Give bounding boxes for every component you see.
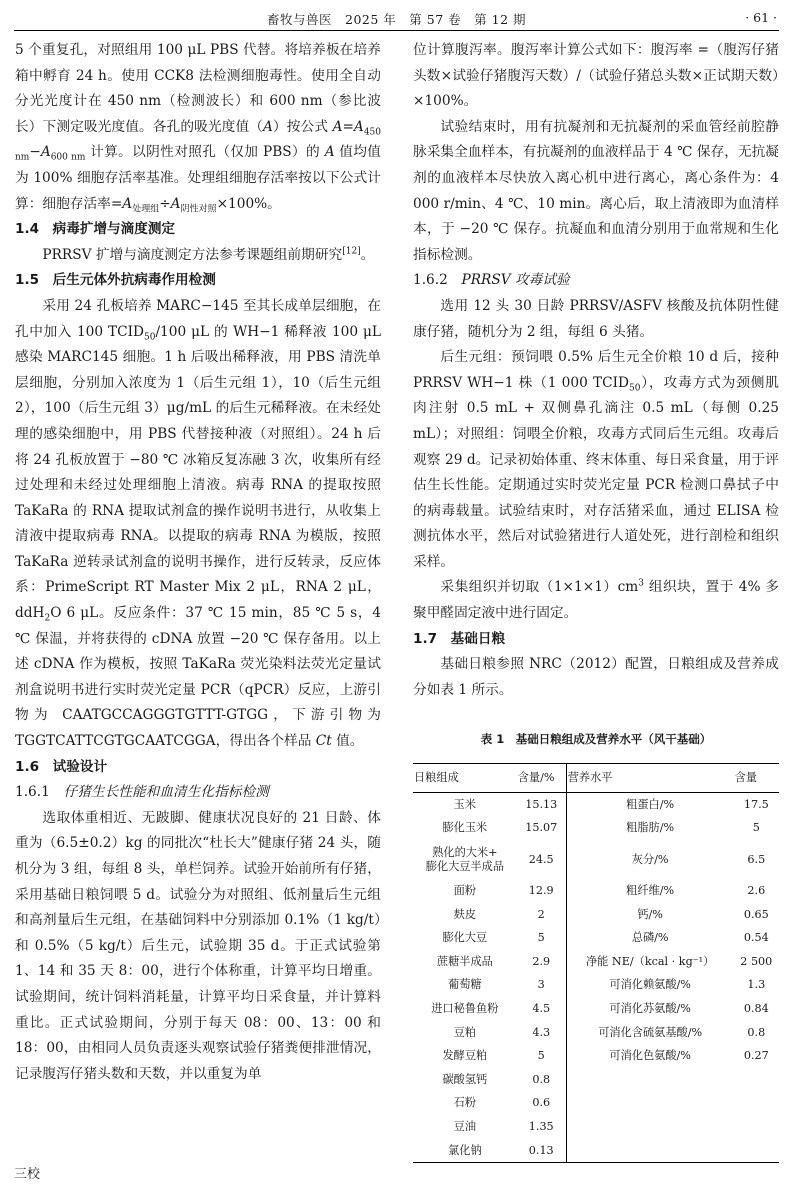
table-row xyxy=(413,840,779,879)
table-row xyxy=(413,817,779,841)
table-cell: 4.3 xyxy=(517,1021,566,1045)
table-cell: 6.5 xyxy=(747,852,766,866)
challenge-paragraph-2: 后生元组：预饲喂 0.5% 后生元全价粮 10 d 后，接种 PRRSV WH−1 株（1 000 $TCID_{50}$），攻毒方式为颈侧肌肉注射 0.5 mL + 双侧鼻孔滴注 0.5 mL（每侧 0.25 mL）；对照组：饲喂全价粮，攻毒方式同后生元组。攻毒后观察 29 d。记录初始体重、终末体重、每日采食量，用于评估生长性能。定期通过实时荧光定量 PCR 检测口鼻拭子中的病毒载量。试验结束时，对存活猪采血，通过 ELISA 检测抗体水平，然后对试验猪进行人道处死，进行剖检和组织采样。 xyxy=(413,349,779,570)
table-cell xyxy=(734,1139,779,1163)
table-cell: 熟化的大米+ 膨化大豆半成品 xyxy=(425,845,505,873)
antiviral-paragraph: 采用 24 孔板培养 MARC−145 至其长成单层细胞，在孔中加入 100 $TCID_{50}/100$ μL 的 WH−1 稀释液 100 μL 感染 MARC145 细胞。1 h 后吸出稀释液，用 PBS 清洗单层细胞，分别加入浓度为 1（后生元组 1），10（后生元组 2），100（后生元组 3）μg/mL 的后生元稀释液。在未经处理的感染细胞中，用 PBS 代替接种液（对照组）。24 h 后将 24 孔板放置于 −80 ℃ 冰箱反复冻融 3 次，收集所有经过处理和未经过处理细胞上清液。病毒 RNA 的提取按照 TaKaRa 的 RNA 提取试剂盒的操作说明书进行，从收集上清液中提取病毒 RNA。以提取的病毒 RNA 为模版，按照 TaKaRa 逆转录试剂盒的说明书操作，进行反转录，反应体系：PrimeScript RT Master Mix 2 μL，RNA 2 μL，ddH$_2$O 6 μL。反应条件：37 ℃ 15 min，85 ℃ 5 s，4 ℃ 保温，并将获得的 cDNA 放置 −20 ℃ 保存备用。以上述 cDNA 作为模板，按照 TaKaRa 荧光染料法荧光定量试剂盒说明书进行实时荧光定量 PCR（qPCR）反应，上游引物为 CAATGCCAGGGTGTTT-GTGG，下游引物为 TGGTCATTCGTGCAATCGGA，得出各个样品 Ct 值。 xyxy=(15,297,382,750)
table-row xyxy=(413,974,779,998)
table-row xyxy=(413,1068,779,1092)
header-cell: 营养水平 xyxy=(566,764,733,793)
table-row xyxy=(413,1139,779,1163)
table-cell xyxy=(734,1115,779,1139)
diet-composition-table xyxy=(413,763,779,1163)
table-row xyxy=(413,879,779,903)
journal-info xyxy=(14,10,779,28)
table-cell: 0.8 xyxy=(517,1068,566,1092)
table-cell xyxy=(734,1092,779,1116)
table-cell xyxy=(566,1092,733,1116)
cck8-paragraph: 5 个重复孔，对照组用 100 μL PBS 代替。将培养板在培养箱中孵育 24 h。使用 CCK8 法检测细胞毒性。使用全自动分光光度计在 450 nm（检测波长）和 600 nm（参比波长）下测定吸光度值。各孔的吸光度值（A）按公式 $A=A_{450 nm}-A_{600 nm}$ 计算。以阴性对照孔（仅加 PBS）的 A 值均值为 100% 细胞存活率基准。处理组细胞存活率按以下公式计算：细胞存活率$=A_{处理组}\div A_{阴性对照}\times 100\%$。 xyxy=(15,42,381,215)
table-cell: 5 xyxy=(517,926,566,950)
table-cell: 2.9 xyxy=(517,950,566,974)
table-cell: 17.5 xyxy=(743,797,769,811)
table-cell: 石粉 xyxy=(453,1096,477,1110)
table-cell: 1.3 xyxy=(747,978,766,992)
journal-volume: 第 57 卷 xyxy=(409,12,462,27)
table-cell: 0.27 xyxy=(743,1049,769,1063)
section-heading-1-5: 1.5 后生元体外抗病毒作用检测 xyxy=(15,272,216,289)
section-heading-1-6: 1.6 试验设计 xyxy=(15,758,108,775)
journal-name: 畜牧与兽医 xyxy=(266,12,332,27)
table-cell: 膨化玉米 xyxy=(442,821,488,835)
growth-trial-paragraph: 选取体重相近、无跛脚、健康状况良好的 21 日龄、体重为（6.5±0.2）kg 的同批次“杜长大”健康仔猪 24 头，随机分为 3 组，每组 8 头，单栏饲养。试验开始前所有仔猪，采用基础日粮饲喂 5 d。试验分为对照组、低剂量后生元组和高剂量后生元组，在基础饲料中分别添加 0.1%（1 kg/t）和 0.5%（5 kg/t）后生元，试验期 35 d。于正式试验第 1、14 和 35 天 8：00，进行个体称重，计算平均日增重。试验期间，统计饲料消耗量，计算平均日采食量，并计算料重比。正式试验期间，分别于每天 08：00、13：00 和 18：00，由相同人员负责逐头观察试验仔猪粪便排泄情况，记录腹泻仔猪头数和天数，并以重复为单 xyxy=(15,809,381,1082)
header-cell: 日粮组成 xyxy=(413,764,517,793)
tissue-fixation-paragraph: 采集组织并切取$(1\times 1\times 1)cm^3$ 组织块，置于 4% 多聚甲醛固定液中进行固定。 xyxy=(413,578,779,622)
table-cell: 2 500 xyxy=(740,954,773,968)
table-cell: 膨化大豆 xyxy=(442,931,488,945)
table-cell: 可消化色氨酸/% xyxy=(609,1049,691,1063)
table-cell: 豆油 xyxy=(453,1119,477,1133)
table-cell: 12.9 xyxy=(517,879,566,903)
table-cell: 15.07 xyxy=(517,817,566,841)
citation[interactable]: [12] xyxy=(342,246,361,257)
table-cell: 可消化苏氨酸/% xyxy=(609,1001,691,1015)
table-cell: 粗脂肪/% xyxy=(626,821,675,835)
section-heading-1-7: 1.7 基础日粮 xyxy=(413,630,506,647)
table-cell: 发酵豆粕 xyxy=(442,1049,488,1063)
table-cell: 0.6 xyxy=(517,1092,566,1116)
table-row xyxy=(413,950,779,974)
table-cell: 豆粕 xyxy=(453,1025,477,1039)
table-cell: 碳酸氢钙 xyxy=(442,1072,488,1086)
table-cell: 24.5 xyxy=(517,840,566,879)
challenge-paragraph-1: 选用 12 头 30 日龄 PRRSV/ASFV 核酸及抗体阴性健康仔猪，随机分为 2 组，每组 6 头猪。 xyxy=(413,297,779,340)
journal-year: 2025 年 xyxy=(345,12,397,27)
journal-issue: 第 12 期 xyxy=(474,12,527,27)
table-cell xyxy=(566,1115,733,1139)
header-cell: 含量/% xyxy=(517,764,566,793)
table-row xyxy=(413,1044,779,1068)
table-cell: 总磷/% xyxy=(631,931,669,945)
diarrhea-formula-paragraph: 位计算腹泻率。腹泻率计算公式如下：腹泻率 =（腹泻仔猪头数×试验仔猪腹泻天数）/（试验仔猪总头数×正试期天数）×100%。 xyxy=(413,42,779,110)
table-cell: 0.8 xyxy=(747,1025,766,1039)
table-cell: 灰分/% xyxy=(631,852,669,866)
table-row xyxy=(413,926,779,950)
table-cell: 氯化钠 xyxy=(413,1139,517,1163)
table-row xyxy=(413,793,779,817)
table-cell: 进口秘鲁鱼粉 xyxy=(431,1001,499,1015)
table-header-row xyxy=(413,764,779,793)
right-column xyxy=(413,38,779,1163)
table-row xyxy=(413,1092,779,1116)
table-cell xyxy=(566,1139,733,1163)
table-row xyxy=(413,1115,779,1139)
table-cell: 钙/% xyxy=(637,907,663,921)
table-cell: 麸皮 xyxy=(453,907,477,921)
page-number: · 61 · xyxy=(745,10,777,25)
table-title: 表 1 基础日粮组成及营养水平（风干基础） xyxy=(480,732,712,747)
table-cell: 0.13 xyxy=(517,1139,566,1163)
table-cell: 15.13 xyxy=(517,793,566,817)
table-row xyxy=(413,1021,779,1045)
table-cell xyxy=(734,1068,779,1092)
table-cell xyxy=(566,1068,733,1092)
subsection-heading-1-6-1: 1.6.1 仔猪生长性能和血清生化指标检测 xyxy=(15,784,269,801)
table-cell: 0.84 xyxy=(743,1001,769,1015)
table-cell: 1.35 xyxy=(517,1115,566,1139)
table-cell: 4.5 xyxy=(517,997,566,1021)
table-cell: 2.6 xyxy=(747,884,766,898)
proof-stage-label: 三校 xyxy=(14,1167,41,1182)
running-header xyxy=(14,8,779,31)
table-cell: 2 xyxy=(517,903,566,927)
table-cell: 蔗糖半成品 xyxy=(436,954,493,968)
table-cell: 5 xyxy=(517,1044,566,1068)
table-cell: 可消化赖氨酸/% xyxy=(609,978,691,992)
table-cell: 粗纤维/% xyxy=(626,884,675,898)
left-column xyxy=(15,38,381,1087)
table-body xyxy=(413,793,779,1163)
table-row xyxy=(413,997,779,1021)
table-cell: 0.54 xyxy=(743,931,769,945)
section-heading-1-4: 1.4 病毒扩增与滴度测定 xyxy=(15,221,176,238)
table-cell: 葡萄糖 xyxy=(448,978,482,992)
table-cell: 0.65 xyxy=(743,907,769,921)
table-cell: 面粉 xyxy=(453,884,477,898)
table-cell: 玉米 xyxy=(453,797,477,811)
subsection-heading-1-6-2: 1.6.2 PRRSV 攻毒试验 xyxy=(413,272,570,289)
virus-titer-paragraph: PRRSV 扩增与滴度测定方法参考课题组前期研究[12]。 xyxy=(42,246,375,263)
table-cell: 3 xyxy=(517,974,566,998)
basal-diet-paragraph: 基础日粮参照 NRC（2012）配置，日粮组成及营养成分如表 1 所示。 xyxy=(413,656,779,698)
table-cell: 净能 NE/（kcal · kg⁻¹） xyxy=(585,954,715,968)
header-cell: 含量 xyxy=(734,764,779,793)
blood-sampling-paragraph: 试验结束时，用有抗凝剂和无抗凝剂的采血管经前腔静脉采集全血样本，有抗凝剂的血液样品于 4 ℃ 保存，无抗凝剂的血液样本尽快放入离心机中进行离心，离心条件为：4 000 r/min、4 ℃、10 min。离心后，取上清液即为血清样本，于 −20 ℃ 保存。抗凝血和血清分别用于血常规和生化指标检测。 xyxy=(413,118,779,263)
table-row xyxy=(413,903,779,927)
table-cell: 粗蛋白/% xyxy=(626,797,675,811)
table-cell: 5 xyxy=(752,821,760,835)
table-cell: 可消化含硫氨基酸/% xyxy=(598,1025,703,1039)
